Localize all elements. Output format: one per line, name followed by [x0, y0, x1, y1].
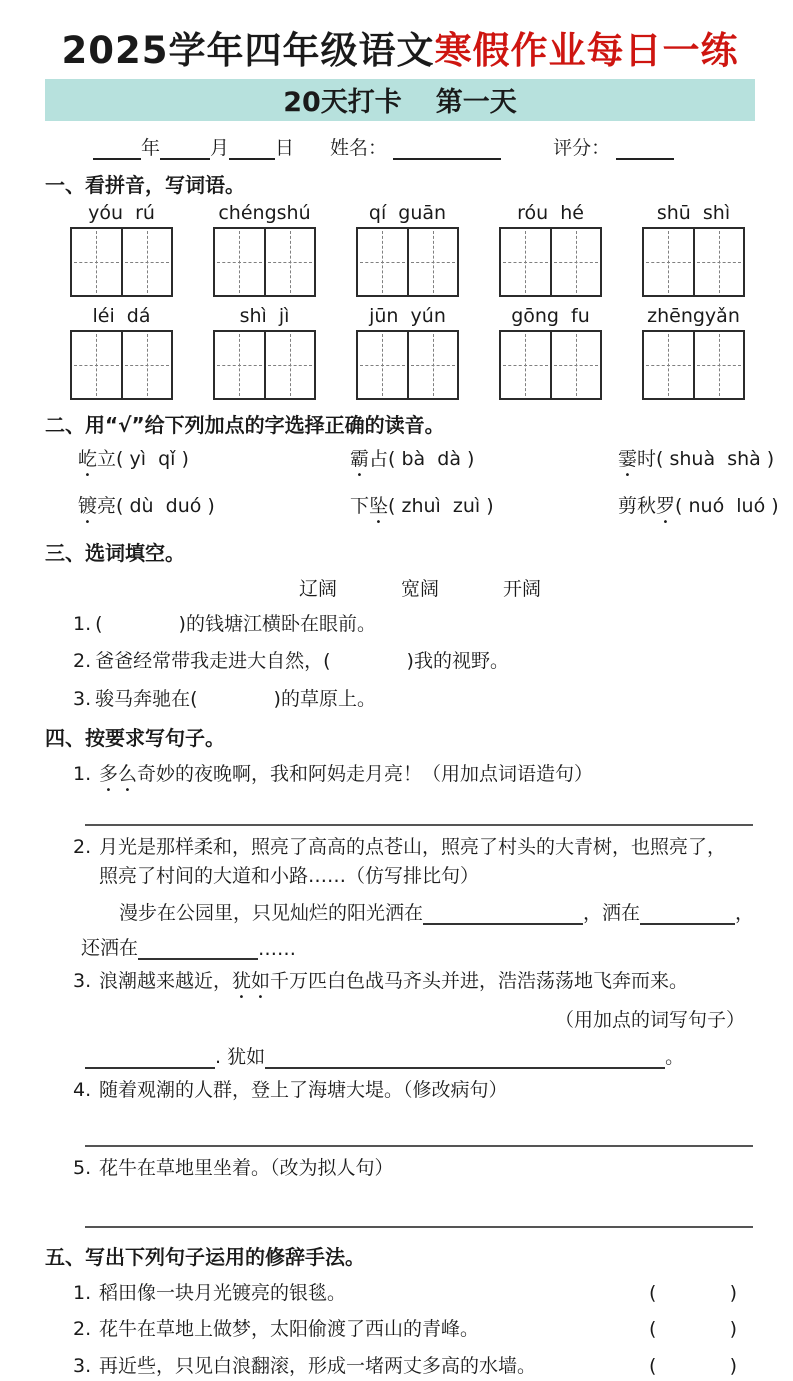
pinyin-label: róu hé [517, 201, 584, 224]
answer-blank[interactable] [640, 903, 735, 925]
pronunciation-options: ( dù duó ) [116, 494, 215, 517]
answer-blank[interactable] [265, 1047, 665, 1069]
pinyin-column [499, 305, 602, 400]
sentence-text: ， [735, 901, 755, 924]
sentence-text: 还洒在 [81, 936, 139, 959]
word-bank-item: 开阔 [503, 577, 542, 600]
sentence-text: 照亮了村间的大道和小路…… [99, 865, 347, 888]
item-text: 随着观潮的人群，登上了海塘大堤。（修改病句） [99, 1078, 508, 1101]
name-blank[interactable] [393, 138, 501, 160]
grid-cell[interactable] [644, 332, 693, 398]
grid-cell[interactable] [550, 332, 601, 398]
writing-grid[interactable] [70, 330, 173, 400]
fill-blank-item[interactable] [73, 647, 755, 676]
answer-blank[interactable] [85, 1202, 753, 1228]
dotted-char: 坠 [369, 494, 389, 517]
score-blank[interactable] [616, 138, 674, 160]
grid-cell[interactable] [407, 229, 458, 295]
item-text: 骏马奔驰在( )的草原上。 [95, 687, 376, 710]
grid-cell[interactable] [550, 229, 601, 295]
item-number: 2. [73, 650, 92, 673]
question-5 [45, 1154, 755, 1183]
pronunciation-item[interactable] [618, 491, 779, 528]
fill-sentence-line-2 [81, 933, 755, 960]
item-number: 2. [73, 1318, 92, 1341]
pronunciation-item[interactable] [78, 444, 350, 481]
section3-heading: 三、选词填空。 [45, 540, 185, 565]
pinyin-label: shì jì [239, 304, 290, 327]
grid-cell[interactable] [693, 229, 744, 295]
question-3-answer-line [85, 1042, 755, 1069]
sentence-text: ，洒在 [583, 901, 641, 924]
paren-close: ) [729, 1318, 737, 1341]
grid-cell[interactable] [407, 332, 458, 398]
pronunciation-grid [78, 444, 779, 528]
item-number: 1. [73, 1281, 92, 1304]
score-label: 评分： [553, 136, 611, 159]
section2-heading: 二、用“√”给下列加点的字选择正确的读音。 [45, 412, 445, 437]
grid-cell[interactable] [264, 229, 315, 295]
item-number: 3. [73, 687, 92, 710]
word-bank-item: 宽阔 [400, 577, 439, 600]
dotted-char: 镀 [78, 494, 98, 517]
word-post: 占 [369, 447, 389, 470]
item-text: ( )的钱塘江横卧在眼前。 [95, 612, 376, 635]
paren-open: ( [649, 1354, 657, 1377]
grid-cell[interactable] [501, 229, 550, 295]
dotted-char: 霎 [618, 447, 638, 470]
word-post: 时 [637, 447, 657, 470]
writing-grid[interactable] [499, 227, 602, 297]
sentence-text: . 犹如 [215, 1045, 266, 1068]
pinyin-row-2 [70, 305, 745, 400]
item-number: 3. [73, 1354, 92, 1377]
pinyin-label: chéngshú [218, 201, 311, 224]
meta-line [93, 133, 755, 160]
dotted-char: 霸 [350, 447, 370, 470]
date-year-blank[interactable] [93, 138, 141, 160]
pinyin-column [70, 202, 173, 297]
month-label: 月 [210, 136, 230, 159]
word-post: 立 [97, 447, 117, 470]
banner-checkin-label: 20天打卡 [283, 87, 402, 119]
pronunciation-item[interactable] [350, 444, 618, 481]
date-day-blank[interactable] [229, 138, 275, 160]
fill-blank-item[interactable] [73, 610, 755, 639]
item-text [99, 833, 755, 892]
answer-paren-blank[interactable] [649, 1314, 737, 1344]
word-post: 亮 [97, 494, 117, 517]
grid-cell[interactable] [121, 229, 172, 295]
pinyin-column [213, 305, 316, 400]
instruction-note: （用加点词语造句） [422, 763, 594, 786]
pronunciation-options: ( shuà shà ) [656, 447, 775, 470]
answer-blank[interactable] [85, 800, 753, 826]
pinyin-label: jūn yún [369, 304, 446, 327]
grid-cell[interactable] [215, 229, 264, 295]
writing-grid[interactable] [213, 227, 316, 297]
paren-open: ( [649, 1318, 657, 1341]
pinyin-label: shū shì [656, 201, 731, 224]
dotted-word: 多么 [99, 763, 138, 786]
item-text: 花牛在草地里坐着。（改为拟人句） [99, 1157, 394, 1180]
day-banner [45, 79, 755, 121]
page-title-black: 2025学年四年级语文 [61, 29, 435, 72]
section1-heading: 一、看拼音，写词语。 [45, 172, 245, 197]
fill-blank-item[interactable] [73, 685, 755, 714]
grid-cell[interactable] [121, 332, 172, 398]
writing-grid[interactable] [70, 227, 173, 297]
pinyin-label: qí guān [368, 201, 447, 224]
pinyin-column [642, 305, 745, 400]
grid-cell[interactable] [215, 332, 264, 398]
writing-grid[interactable] [642, 330, 745, 400]
pronunciation-options: ( zhuì zuì ) [388, 494, 494, 517]
pronunciation-item[interactable] [350, 491, 618, 528]
fill-sentence-line-1 [119, 898, 755, 925]
section4-heading: 四、按要求写句子。 [45, 726, 225, 751]
pinyin-label: gōng fu [511, 304, 590, 327]
grid-cell[interactable] [72, 229, 121, 295]
item-text [99, 967, 755, 1003]
item-text: 稻田像一块月光镀亮的银毯。 [99, 1281, 347, 1304]
item-text: 再近些，只见白浪翻滚，形成一堵两丈多高的水墙。 [99, 1354, 537, 1377]
item-text [99, 760, 755, 796]
writing-grid[interactable] [356, 330, 459, 400]
pinyin-column [642, 202, 745, 297]
date-month-blank[interactable] [160, 138, 210, 160]
banner-day-label: 第一天 [435, 87, 517, 119]
item-number: 5. [73, 1157, 92, 1180]
question-3 [45, 967, 755, 1003]
item-number: 4. [73, 1078, 92, 1101]
grid-cell[interactable] [644, 229, 693, 295]
dotted-char: 屹 [78, 447, 98, 470]
grid-cell[interactable] [358, 332, 407, 398]
pronunciation-item[interactable] [78, 491, 350, 528]
word-bank-item: 辽阔 [298, 577, 337, 600]
question-4 [45, 1076, 755, 1105]
item-number: 3. [73, 969, 92, 992]
word-bank [85, 574, 755, 601]
answer-paren-blank[interactable] [649, 1351, 737, 1381]
dotted-char: 罗 [656, 494, 676, 517]
pronunciation-options: ( bà dà ) [388, 447, 475, 470]
grid-cell[interactable] [264, 332, 315, 398]
rhetoric-item [73, 1314, 755, 1344]
pinyin-label: zhēngyǎn [647, 304, 740, 327]
pronunciation-options: ( nuó luó ) [675, 494, 779, 517]
pinyin-column [70, 305, 173, 400]
writing-grid[interactable] [356, 227, 459, 297]
instruction-note: （用加点的词写句子） [554, 1008, 745, 1031]
sentence-text: 月光是那样柔和，照亮了高高的点苍山，照亮了村头的大青树，也照亮了， [99, 836, 727, 859]
page-title [45, 30, 755, 73]
question-2 [45, 833, 755, 892]
page-title-red: 寒假作业每日一练 [434, 29, 739, 72]
dotted-word: 犹如 [232, 969, 271, 992]
item-number: 2. [73, 836, 92, 859]
sentence-text: 浪潮越来越近， [99, 969, 233, 992]
item-text: 爸爸经常带我走进大自然，( )我的视野。 [95, 650, 509, 673]
sentence-text: 漫步在公园里，只见灿烂的阳光洒在 [119, 901, 424, 924]
pinyin-column [356, 202, 459, 297]
answer-blank[interactable] [85, 1047, 215, 1069]
answer-paren-blank[interactable] [649, 1278, 737, 1308]
sentence-text: 奇妙的夜晚啊，我和阿妈走月亮！ [137, 763, 423, 786]
grid-cell[interactable] [72, 332, 121, 398]
sentence-text: 千万匹白色战马齐头并进，浩浩荡荡地飞奔而来。 [270, 969, 689, 992]
answer-blank[interactable] [138, 938, 258, 960]
paren-open: ( [649, 1281, 657, 1304]
section5-heading: 五、写出下列句子运用的修辞手法。 [45, 1244, 365, 1269]
writing-grid[interactable] [499, 330, 602, 400]
pronunciation-options: ( yì qǐ ) [116, 447, 189, 470]
day-label: 日 [275, 136, 295, 159]
year-label: 年 [141, 136, 161, 159]
grid-cell[interactable] [358, 229, 407, 295]
paren-close: ) [729, 1281, 737, 1304]
item-number: 1. [73, 763, 92, 786]
name-label: 姓名： [330, 136, 388, 159]
writing-grid[interactable] [213, 330, 316, 400]
word-pre: 剪秋 [618, 494, 657, 517]
answer-blank[interactable] [423, 903, 583, 925]
sentence-text: …… [258, 937, 297, 960]
grid-cell[interactable] [501, 332, 550, 398]
pronunciation-item[interactable] [618, 444, 779, 481]
sentence-text: 。 [665, 1045, 685, 1068]
grid-cell[interactable] [693, 332, 744, 398]
pinyin-row-1 [70, 202, 745, 297]
writing-grid[interactable] [642, 227, 745, 297]
rhetoric-item [73, 1351, 755, 1381]
rhetoric-item [73, 1278, 755, 1308]
pinyin-label: léi dá [92, 304, 151, 327]
word-pre: 下 [350, 494, 370, 517]
instruction-note: （仿写排比句） [346, 865, 480, 888]
pinyin-column [499, 202, 602, 297]
item-number: 1. [73, 612, 92, 635]
question-1 [45, 760, 755, 796]
pinyin-label: yóu rú [88, 201, 155, 224]
item-text: 花牛在草地上做梦，太阳偷渡了西山的青峰。 [99, 1318, 480, 1341]
pinyin-column [213, 202, 316, 297]
pinyin-column [356, 305, 459, 400]
paren-close: ) [729, 1354, 737, 1377]
answer-blank[interactable] [85, 1121, 753, 1147]
